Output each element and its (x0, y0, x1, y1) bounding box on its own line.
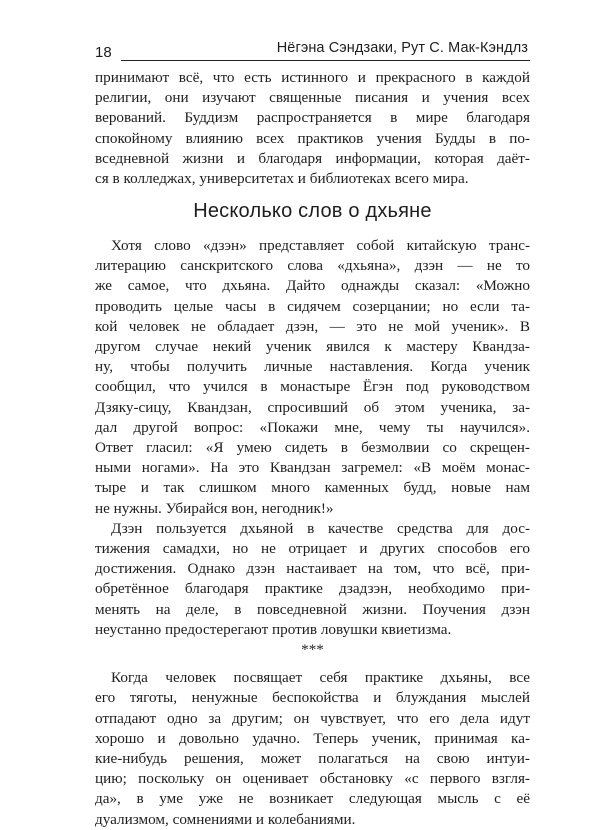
text-line: отпадают одно за другим; он чувствует, что его дела идут (95, 709, 530, 727)
text-line: верований. Буддизм распространяется в мире благодаря (95, 109, 530, 127)
text-line: сообщил, что учился в монастыре Ёгэн под руководством (95, 378, 530, 396)
text-line: дуализмом, сомнениями и колебаниями. (95, 810, 356, 828)
header-rule (121, 60, 530, 61)
text-line: Дзяку-сицу, Квандзан, спросивший об этом ученика, за- (95, 398, 530, 416)
body-text (95, 236, 530, 830)
text-line: же самое, что дхьяна. Дайто однажды сказал: «Можно (95, 277, 530, 295)
text-line: спокойному влиянию всех практиков учения Будды в по- (95, 129, 530, 147)
page-number: 18 (95, 44, 112, 61)
section-heading: Несколько слов о дхьяне (193, 200, 432, 222)
text-line: менять на деле, в повседневной жизни. Поучения дзэн (95, 600, 530, 618)
text-line: тыре и так слишком много каменных будд, новые нам (95, 479, 530, 497)
text-line: кие-нибудь решения, может полагаться на свою интуи- (95, 750, 530, 768)
text-line: другом случае некий ученик явился к мастеру Квандза- (95, 338, 530, 356)
text-line: литерацию санскритского слова «дхьяна», дзэн — не то (95, 257, 530, 275)
intro-paragraph (95, 68, 530, 189)
text-line: дал другой вопрос: «Покажи мне, чему ты научился». (95, 418, 530, 436)
text-line: неустанно предостерегают против ловушки квиетизма. (95, 620, 452, 638)
text-line: его тяготы, ненужные беспокойства и блуждания мыслей (95, 689, 530, 707)
text-line: вседневной жизни и благодаря информации, которая даёт- (95, 149, 530, 167)
text-line: не нужны. Убирайся вон, негодник!» (95, 499, 334, 517)
text-line: кой человек не обладает дзэн, — это не мой ученик». В (95, 317, 530, 335)
text-line: цию; поскольку он оценивает обстановку «с первого взгля- (95, 770, 530, 788)
text-line: достижения. Однако дзэн настаивает на том, что всё, при- (95, 560, 530, 578)
text-line: Когда человек посвящает себя практике дхьяны, все (111, 669, 530, 687)
page-header (95, 40, 530, 62)
paragraph-3 (95, 668, 530, 830)
text-line: ну, чтобы получить личные наставления. Когда ученик (95, 358, 530, 376)
text-line: хорошо и довольно удачно. Теперь ученик, принимая ка- (95, 729, 530, 747)
text-line: религии, они изучают священные писания и учения всех (95, 89, 530, 107)
running-title: Нёгэна Сэндзаки, Рут С. Мак-Кэндлз (276, 40, 528, 56)
text-line: Ответ гласил: «Я умею сидеть в безмолвии со скрещен- (95, 439, 530, 457)
section-separator: *** (301, 641, 324, 659)
text-line: тижения самадхи, но не отрицает и других способов его (95, 540, 530, 558)
text-line: обретённое благодаря практике дзадзэн, необходимо при- (95, 580, 530, 598)
paragraph-2 (95, 519, 530, 640)
text-line: проводить целые часы в сидячем созерцании; но если та- (95, 297, 530, 315)
text-line: Хотя слово «дзэн» представляет собой китайскую транс- (111, 237, 530, 254)
paragraph-gap (95, 660, 530, 668)
text-line: ся в колледжах, университетах и библиотеках всего мира. (95, 170, 469, 188)
paragraph-1 (95, 236, 530, 519)
text-line: Дзэн пользуется дхьяной в качестве средства для дос- (111, 519, 530, 537)
text-line: да», в уме уже не возникает следующая мысль с её (95, 790, 530, 808)
text-line: ными ногами». На это Квандзан загремел: «В моём монас- (95, 459, 530, 477)
text-line: принимают всё, что есть истинного и прекрасного в каждой (95, 69, 530, 86)
